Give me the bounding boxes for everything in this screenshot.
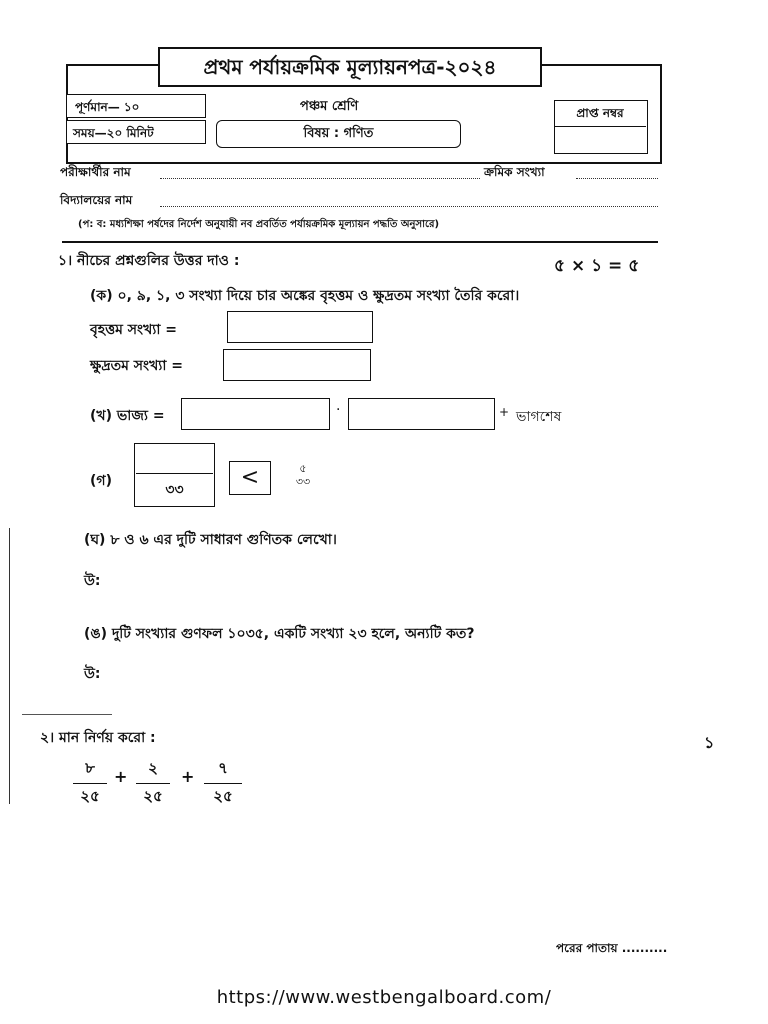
fraction-2-numerator: ২ <box>148 759 158 777</box>
fraction-3-numerator: ৭ <box>218 759 228 777</box>
school-name-label: বিদ্যালয়ের নাম <box>60 193 133 207</box>
divider-top <box>62 241 658 243</box>
board-note: (প: ব: মধ্যশিক্ষা পর্ষদের নির্দেশ অনুযায়ী নব প্রবর্তিত পর্যায়ক্রমিক মূল্যায়ন পদ্ধতি অনুসারে) <box>78 219 440 230</box>
denominator-value: ৩৩ <box>165 482 184 498</box>
roll-no-field[interactable] <box>576 176 658 179</box>
q2-marks: ১ <box>704 733 715 752</box>
comparison-box[interactable]: < <box>229 461 271 495</box>
margin-line <box>9 528 10 804</box>
school-name-field[interactable] <box>160 204 658 207</box>
fraction-2-denominator: ২৫ <box>143 787 163 805</box>
largest-label: বৃহত্তম সংখ্যা = <box>90 322 177 338</box>
fraction-2-bar <box>136 783 170 784</box>
q1-marks: ৫ × ১ = ৫ <box>554 256 640 276</box>
smallest-label: ক্ষুদ্রতম সংখ্যা = <box>90 358 183 374</box>
right-fraction-numerator: ৫ <box>299 462 307 475</box>
examinee-name-label: পরীক্ষার্থীর নাম <box>60 165 131 179</box>
fraction-1 <box>73 757 107 810</box>
multiply-dot: · <box>336 402 341 418</box>
plus-sign: + <box>499 405 510 419</box>
fraction-1-numerator: ৮ <box>85 759 95 777</box>
q1e-text: (ঙ) দুটি সংখ্যার গুণফল ১০৩৫, একটি সংখ্যা ২৩ হলে, অন্যটি কত? <box>84 626 475 642</box>
right-fraction-denominator: ৩৩ <box>295 475 311 488</box>
fraction-3-denominator: ২৫ <box>213 787 233 805</box>
page-title: প্রথম পর্যায়ক্রমিক মূল্যায়নপত্র-২০২৪ <box>158 47 542 87</box>
time-box: সময়—২০ মিনিট <box>66 120 206 144</box>
fraction-2 <box>136 757 170 810</box>
q2-heading: ২। মান নির্ণয় করো : <box>40 730 156 746</box>
full-marks-box: পূর্ণমান— ১০ <box>66 94 206 118</box>
q1d-answer-label: উ: <box>84 573 101 589</box>
q1e-answer-label: উ: <box>84 666 101 682</box>
smallest-answer-box[interactable] <box>223 349 371 381</box>
product-box[interactable] <box>348 398 495 430</box>
q1b-label: (খ) ভাজ্য = <box>90 408 165 424</box>
subject-box: বিষয় : গণিত <box>216 120 461 148</box>
largest-answer-box[interactable] <box>227 311 373 343</box>
q1d-text: (ঘ) ৮ ও ৬ এর দুটি সাধারণ গুণিতক লেখো। <box>84 532 337 548</box>
fraction-1-bar <box>73 783 107 784</box>
class-label: পঞ্চম শ্রেণি <box>300 99 359 114</box>
next-page-note: পরের পাতায় .......... <box>556 941 668 955</box>
fraction-3-bar <box>204 783 242 784</box>
fraction-3 <box>204 757 242 810</box>
divider-short <box>22 714 112 715</box>
q1-heading: ১। নীচের প্রশ্নগুলির উত্তর দাও : <box>58 253 240 269</box>
numerator-box[interactable] <box>136 445 213 474</box>
fraction-1-denominator: ২৫ <box>80 787 100 805</box>
plus-sign-1: + <box>114 767 128 786</box>
remainder-label: ভাগশেষ <box>516 409 562 425</box>
plus-sign-2: + <box>181 767 195 786</box>
footer-url[interactable]: https://www.westbengalboard.com/ <box>216 987 552 1008</box>
dividend-box[interactable] <box>181 398 330 430</box>
q1a-text: (ক) ০, ৯, ১, ৩ সংখ্যা দিয়ে চার অঙ্কের বৃহত্তম ও ক্ষুদ্রতম সংখ্যা তৈরি করো। <box>90 288 520 304</box>
obtained-marks-label: প্রাপ্ত নম্বর <box>554 100 646 127</box>
roll-no-label: ক্রমিক সংখ্যা <box>484 165 545 179</box>
examinee-name-field[interactable] <box>160 176 480 179</box>
right-fraction <box>292 462 314 488</box>
q1c-label: (গ) <box>90 473 112 489</box>
